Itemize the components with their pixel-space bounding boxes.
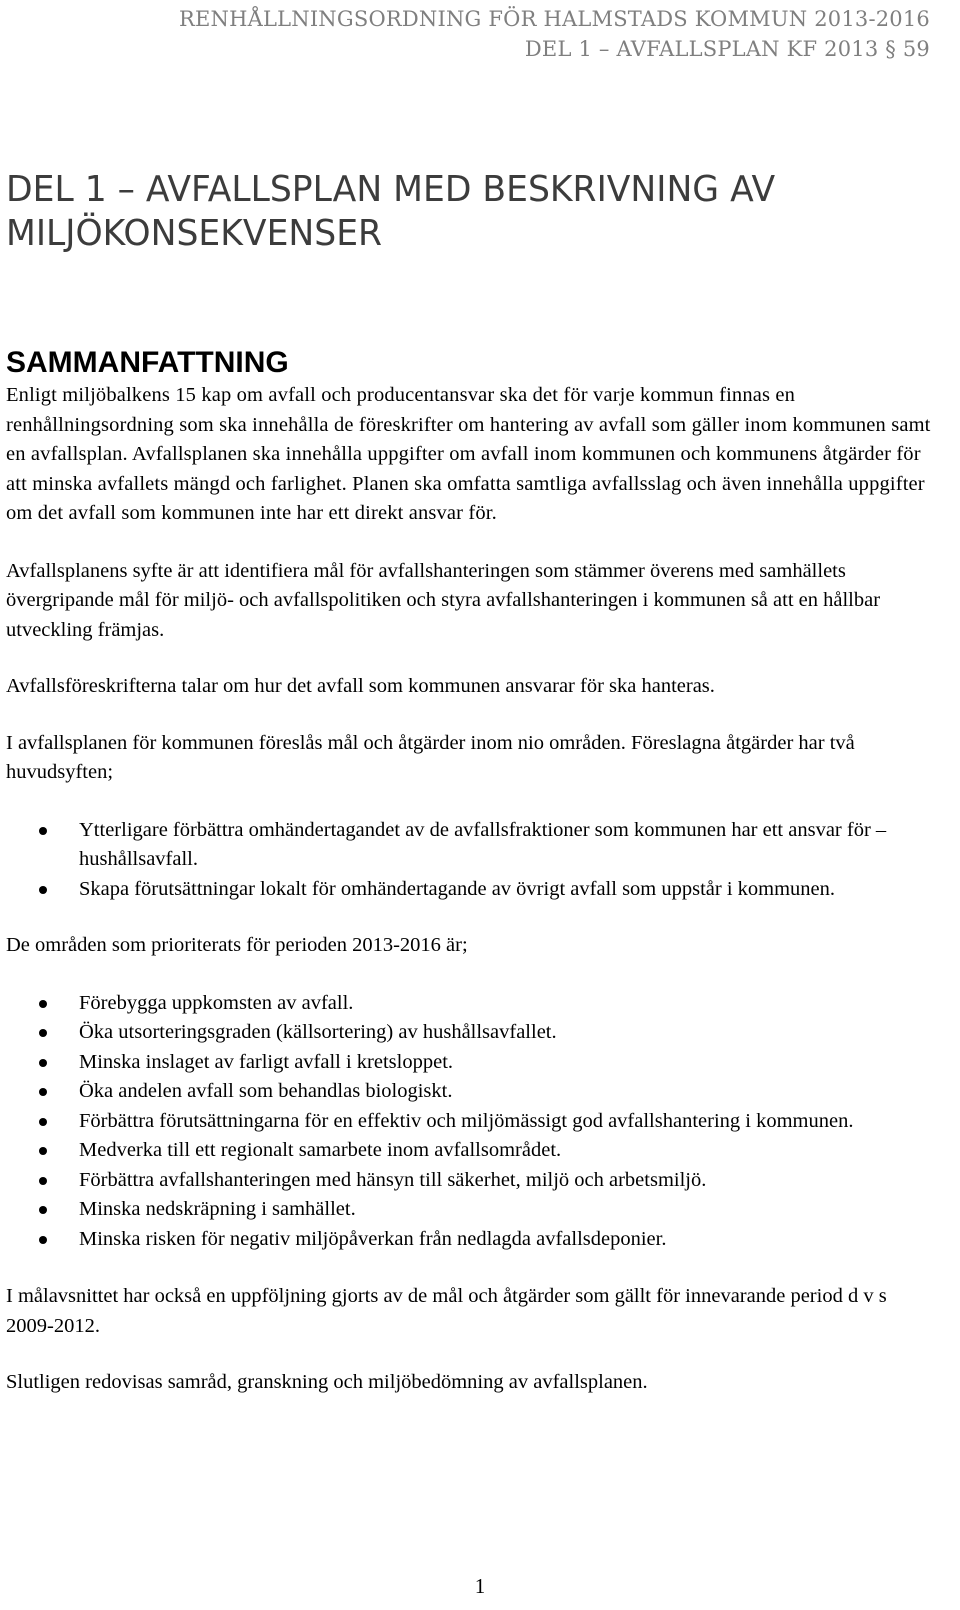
closing-paragraph: Slutligen redovisas samråd, granskning och miljöbedömning av avfallsplanen.	[6, 1371, 648, 1393]
bullet-icon	[39, 1147, 47, 1155]
bullet-icon	[39, 1118, 47, 1126]
bullet-icon	[39, 1177, 47, 1185]
list-item	[6, 1195, 936, 1225]
bullet-icon	[39, 1029, 47, 1037]
running-header	[179, 4, 930, 64]
purposes-list	[6, 816, 936, 905]
bullet-icon	[39, 1206, 47, 1214]
list-item	[6, 989, 936, 1019]
intro-paragraph: Enligt miljöbalkens 15 kap om avfall och producentansvar ska det för varje kommun finnas en renhållningsordning som ska innehålla de föreskrifter om hantering av avfall som gäller inom kommunen samt en avfallsplan. Avfallsplanen ska innehålla uppgifter om avfall inom kommunen och kommunens åtgärder för att minska avfallets mängd och farlighet. Planen ska omfatta samtliga avfallsslag och även innehålla uppgifter om det avfall som kommunen inte har ett direkt ansvar för.	[6, 384, 931, 524]
section-symbol: §	[885, 37, 896, 61]
list-item-text: Öka utsorteringsgraden (källsortering) av hushållsavfallet.	[79, 1021, 557, 1043]
priorities-intro: De områden som prioriterats för perioden 2013-2016 är;	[6, 934, 468, 956]
bullet-icon	[39, 1059, 47, 1067]
list-item-text: Minska nedskräpning i samhället.	[79, 1198, 356, 1220]
page-number: 1	[474, 1574, 486, 1598]
document-body	[6, 381, 936, 1398]
page-title	[6, 168, 889, 256]
bullet-icon	[39, 1236, 47, 1244]
list-item-text: Ytterligare förbättra omhändertagandet av de avfallsfraktioner som kommunen har ett ansvar för – hushållsavfall.	[79, 818, 887, 870]
bullet-icon	[39, 1000, 47, 1008]
list-item	[6, 875, 936, 905]
list-item	[6, 1107, 936, 1137]
summary-heading: SAMMANFATTNING	[6, 346, 289, 379]
list-item	[6, 1077, 936, 1107]
followup-paragraph: I målavsnittet har också en uppföljning gjorts av de mål och åtgärder som gällt för innevarande period d v s 2009-2012.	[6, 1285, 887, 1337]
list-item	[6, 1048, 936, 1078]
list-item	[6, 1018, 936, 1048]
list-item-text: Förebygga uppkomsten av avfall.	[79, 991, 354, 1014]
list-item-text: Minska inslaget av farligt avfall i kretsloppet.	[79, 1050, 454, 1073]
list-item-text: Skapa förutsättningar lokalt för omhändertagande av övrigt avfall som uppstår i kommunen.	[79, 877, 836, 900]
purpose-paragraph: Avfallsplanens syfte är att identifiera mål för avfallshanteringen som stämmer överens med samhällets övergripande mål för miljö- och avfallspolitiken och styra avfallshanteringen i kommunen så att en hållbar utveckling främjas.	[6, 559, 881, 641]
list-item-text: Förbättra avfallshanteringen med hänsyn till säkerhet, miljö och arbetsmiljö.	[79, 1168, 707, 1191]
bullet-icon	[39, 886, 47, 894]
list-item	[6, 1225, 936, 1255]
list-item	[6, 1166, 936, 1196]
list-item-text: Förbättra förutsättningarna för en effektiv och miljömässigt god avfallshantering i kommunen.	[79, 1109, 854, 1132]
header-section-number: 59	[896, 37, 930, 61]
regulations-paragraph: Avfallsföreskrifterna talar om hur det avfall som kommunen ansvarar för ska hanteras.	[6, 675, 715, 697]
list-item-text: Minska risken för negativ miljöpåverkan från nedlagda avfallsdeponier.	[79, 1227, 667, 1250]
measures-paragraph: I avfallsplanen för kommunen föreslås mål och åtgärder inom nio områden. Föreslagna åtgärder har två huvudsyften;	[6, 731, 855, 783]
header-section-label: DEL 1 – AVFALLSPLAN KF 2013	[524, 37, 886, 61]
bullet-icon	[39, 827, 47, 835]
header-section-line	[179, 34, 930, 64]
priorities-list	[6, 989, 936, 1255]
list-item-text: Öka andelen avfall som behandlas biologiskt.	[79, 1080, 453, 1102]
list-item	[6, 816, 936, 875]
page-title-line-2: MILJÖKONSEKVENSER	[6, 213, 383, 254]
bullet-icon	[39, 1088, 47, 1096]
list-item	[6, 1136, 936, 1166]
header-document-title: RENHÅLLNINGSORDNING FÖR HALMSTADS KOMMUN 2013-2016	[178, 7, 930, 31]
page-title-line-1: DEL 1 – AVFALLSPLAN MED BESKRIVNING AV	[6, 169, 776, 210]
list-item-text: Medverka till ett regionalt samarbete inom avfallsområdet.	[79, 1139, 562, 1161]
